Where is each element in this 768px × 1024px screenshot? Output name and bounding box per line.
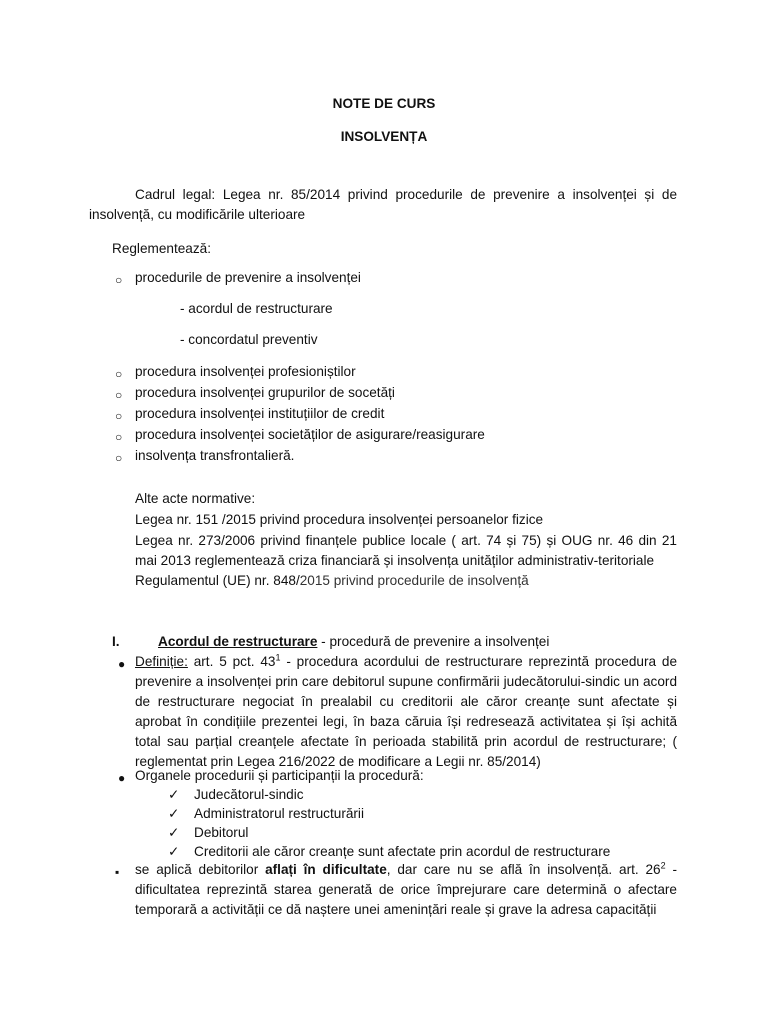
list-item: procedura insolvenței grupurilor de socetăți <box>135 385 395 400</box>
circle-bullet-icon: ○ <box>115 430 123 444</box>
other-act: Legea nr. 273/2006 privind finanțele publice locale ( art. 74 și 75) și OUG nr. 46 din 21 mai 2013 reglementează criza financiară și insolvența unităților administrativ-teritoriale <box>135 533 677 568</box>
organ-item: Creditorii ale căror creanțe sunt afectate prin acordul de restructurare <box>194 844 611 859</box>
applies-sup: 2 <box>660 860 666 871</box>
section-title-rest: - procedură de prevenire a insolvenței <box>317 634 550 649</box>
organs-label: Organele procedurii și participanții la procedură: <box>135 768 424 783</box>
circle-bullet-icon: ○ <box>115 388 123 402</box>
square-bullet-icon: ▪ <box>115 865 120 879</box>
circle-bullet-icon: ○ <box>115 273 123 287</box>
section-title: Acordul de restructurare <box>158 634 318 649</box>
applies-post: , dar care nu se află în insolvență. art. 26 <box>386 862 661 877</box>
check-icon: ✓ <box>168 806 180 821</box>
definition-text: - procedura acordului de restructurare reprezintă procedura de prevenire a insolvenței prin care debitorul supune confirmării judecătorului-sindic un acord de restructurare negociat în prealabil cu creditorii ale căror creanțe sunt afectate și aprobat în condițiile prezentei legi, în baza căruia își redresează activitatea și își achită total sau parțial creanțele afectate în perioada stabilită prin acordul de restructurare; ( reglementat prin Legea 216/2022 de modificare a Legii nr. 85/2014) <box>135 654 678 769</box>
other-act-part: Regulamentul (UE) nr. 848/ <box>135 573 300 588</box>
applies-pre: se aplică debitorilor <box>135 862 266 877</box>
legal-framework-label: Cadrul legal: <box>135 187 216 202</box>
other-acts-label: Alte acte normative: <box>135 491 256 506</box>
applies-bold: aflați în dificultate <box>265 862 387 877</box>
list-item: procedura insolvenței instituțiilor de credit <box>135 406 385 421</box>
doc-subtitle: INSOLVENȚA <box>340 129 428 144</box>
list-item: insolvența transfrontalieră. <box>135 448 295 463</box>
dot-bullet-icon: ● <box>118 657 126 671</box>
other-act: Legea nr. 151 /2015 privind procedura insolvenței persoanelor fizice <box>135 512 544 527</box>
check-icon: ✓ <box>168 787 180 802</box>
dot-bullet-icon: ● <box>118 771 126 785</box>
organ-item: Judecătorul-sindic <box>194 787 304 802</box>
circle-bullet-icon: ○ <box>115 451 123 465</box>
regulates-label: Reglementează: <box>112 241 211 256</box>
definition-sup: 1 <box>275 652 281 663</box>
check-icon: ✓ <box>168 825 180 840</box>
section-number: I. <box>112 634 120 649</box>
definition-label: Definiție: <box>135 654 188 669</box>
doc-title: NOTE DE CURS <box>332 96 436 111</box>
legal-framework-paragraph <box>89 185 677 225</box>
other-act <box>135 571 529 591</box>
list-item: procedura insolvenței societăților de asigurare/reasigurare <box>135 427 485 442</box>
applies-paragraph <box>135 860 677 920</box>
list-subitem: - acordul de restructurare <box>180 301 333 316</box>
other-act-part: 2015 privind procedurile de insolvență <box>299 573 529 588</box>
circle-bullet-icon: ○ <box>115 367 123 381</box>
check-icon: ✓ <box>168 844 180 859</box>
organ-item: Debitorul <box>194 825 249 840</box>
organ-item: Administratorul restructurării <box>194 806 364 821</box>
applies-text: - dificultatea reprezintă starea generată de orice împrejurare care determină o afectare temporară a activității ce dă naștere unei amenințări reale și grave la adresa capacității <box>135 862 678 917</box>
list-item: procedura insolvenței profesioniștilor <box>135 364 356 379</box>
list-subitem: - concordatul preventiv <box>180 332 318 347</box>
list-item: procedurile de prevenire a insolvenței <box>135 270 361 285</box>
section-heading <box>158 632 549 652</box>
circle-bullet-icon: ○ <box>115 409 123 423</box>
legal-framework-text: Legea nr. 85/2014 privind procedurile de prevenire a insolvenței și de insolvență, cu modificările ulterioare <box>89 187 677 222</box>
definition-paragraph <box>135 652 677 772</box>
definition-ref: art. 5 pct. 43 <box>187 654 276 669</box>
